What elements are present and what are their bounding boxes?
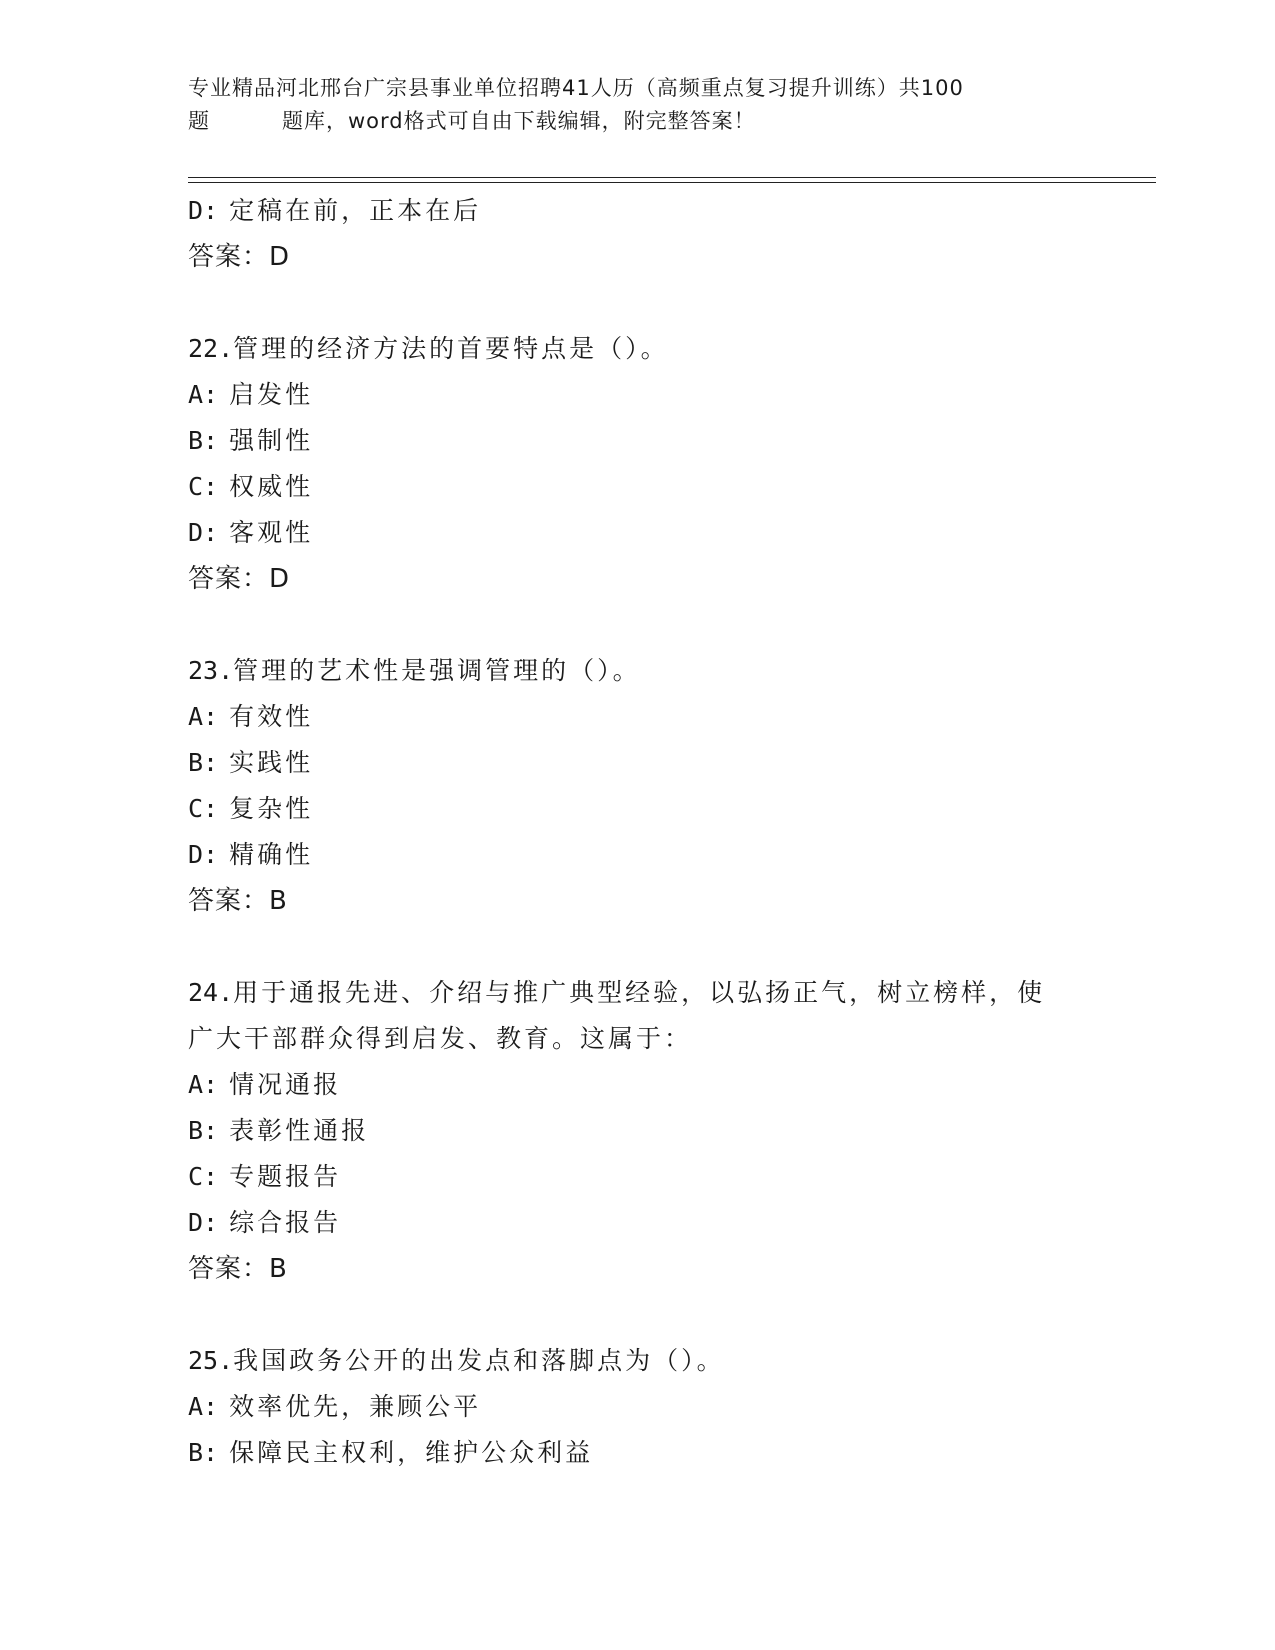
- option-letter: A:: [188, 702, 219, 731]
- option-text: 权威性: [229, 472, 314, 501]
- option-text: 专题报告: [229, 1162, 342, 1191]
- option-line: [188, 418, 1088, 464]
- answer-label: 答案：: [188, 242, 270, 272]
- question-stem: [188, 970, 1088, 1016]
- question-number: 25.: [188, 1346, 234, 1375]
- option-line: [188, 786, 1088, 832]
- option-line: [188, 1200, 1088, 1246]
- option-text: 实践性: [229, 748, 314, 777]
- question-number: 22.: [188, 334, 234, 363]
- option-text: 综合报告: [229, 1208, 342, 1237]
- question-stem: [188, 326, 1088, 372]
- answer-value: B: [269, 1254, 287, 1284]
- question-text: 广大干部群众得到启发、教育。这属于：: [188, 1024, 693, 1053]
- option-letter: D:: [188, 196, 219, 225]
- option-line: [188, 1430, 1088, 1476]
- option-text: 有效性: [229, 702, 314, 731]
- answer-value: D: [269, 242, 290, 272]
- option-text: 表彰性通报: [229, 1116, 370, 1145]
- option-letter: D:: [188, 1208, 219, 1237]
- option-line: [188, 1154, 1088, 1200]
- option-line: [188, 740, 1088, 786]
- option-letter: B:: [188, 1116, 219, 1145]
- option-text: 强制性: [229, 426, 314, 455]
- header-title-line-2b: 题库，word格式可自由下载编辑，附完整答案！: [282, 109, 756, 133]
- option-text: 情况通报: [229, 1070, 342, 1099]
- option-letter: A:: [188, 1392, 219, 1421]
- header-title-line-1: 专业精品河北邢台广宗县事业单位招聘41人历（高频重点复习提升训练）共100: [188, 76, 964, 100]
- page-header: [188, 72, 1068, 138]
- answer-label: 答案：: [188, 564, 270, 594]
- option-letter: C:: [188, 472, 219, 501]
- header-divider-bottom: [188, 182, 1156, 183]
- question-number: 23.: [188, 656, 234, 685]
- answer-line: [188, 556, 1088, 602]
- header-title-line-2a: 题: [188, 109, 210, 133]
- question-stem: [188, 1338, 1088, 1384]
- option-letter: C:: [188, 794, 219, 823]
- answer-line: [188, 1246, 1088, 1292]
- header-divider-top: [188, 177, 1156, 178]
- answer-label: 答案：: [188, 1254, 270, 1284]
- option-text: 效率优先，兼顾公平: [229, 1392, 482, 1421]
- option-line: [188, 188, 1088, 234]
- answer-line: [188, 234, 1088, 280]
- option-letter: A:: [188, 380, 219, 409]
- option-letter: B:: [188, 426, 219, 455]
- option-text: 启发性: [229, 380, 314, 409]
- option-line: [188, 1384, 1088, 1430]
- header-title-line-2: [188, 105, 1068, 138]
- answer-value: D: [269, 564, 290, 594]
- answer-label: 答案：: [188, 886, 270, 916]
- question-stem: [188, 648, 1088, 694]
- option-letter: D:: [188, 518, 219, 547]
- option-line: [188, 694, 1088, 740]
- question-number: 24.: [188, 978, 234, 1007]
- option-letter: D:: [188, 840, 219, 869]
- question-text: 用于通报先进、介绍与推广典型经验，以弘扬正气，树立榜样，使: [233, 978, 1046, 1007]
- option-line: [188, 372, 1088, 418]
- option-text: 定稿在前，正本在后: [229, 196, 482, 225]
- option-letter: A:: [188, 1070, 219, 1099]
- answer-line: [188, 878, 1088, 924]
- question-stem-continued: [188, 1016, 1088, 1062]
- question-content: [188, 188, 1088, 1476]
- question-text: 管理的艺术性是强调管理的（）。: [233, 656, 641, 685]
- question-text: 我国政务公开的出发点和落脚点为（）。: [233, 1346, 725, 1375]
- option-line: [188, 464, 1088, 510]
- option-line: [188, 1062, 1088, 1108]
- question-text: 管理的经济方法的首要特点是（）。: [233, 334, 669, 363]
- option-line: [188, 510, 1088, 556]
- answer-value: B: [269, 886, 287, 916]
- option-letter: C:: [188, 1162, 219, 1191]
- option-letter: B:: [188, 1438, 219, 1467]
- option-line: [188, 1108, 1088, 1154]
- option-text: 保障民主权利，维护公众利益: [229, 1438, 594, 1467]
- option-text: 精确性: [229, 840, 314, 869]
- option-text: 客观性: [229, 518, 314, 547]
- option-letter: B:: [188, 748, 219, 777]
- option-line: [188, 832, 1088, 878]
- option-text: 复杂性: [229, 794, 314, 823]
